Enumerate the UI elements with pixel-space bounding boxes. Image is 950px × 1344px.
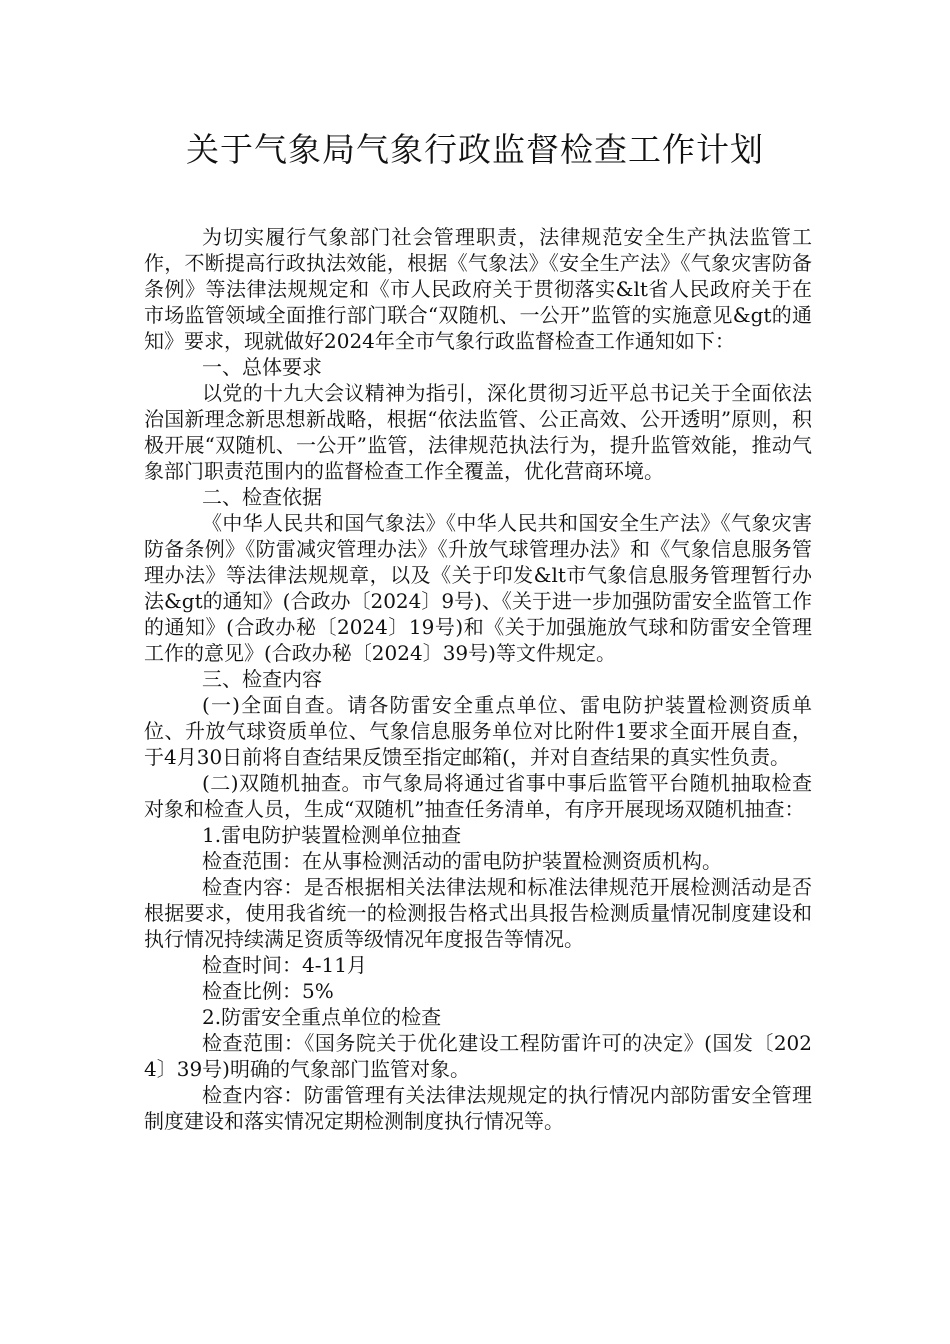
self-inspection-paragraph: (一)全面自查。请各防雷安全重点单位、雷电防护装置检测资质单位、升放气球资质单位、气象信息服务单位对比附件1要求全面开展自查，于4月30日前将自查结果反馈至指定邮箱(，并对自查结果的真实性负责。 — [144, 693, 812, 769]
section-heading-general-requirements: 一、总体要求 — [202, 355, 322, 379]
inspection-content-line: 检查内容：是否根据相关法律法规和标准法律规范开展检测活动是否根据要求，使用我省统一的检测报告格式出具报告检测质量情况制度建设和执行情况持续满足资质等级情况年度报告等情况。 — [144, 875, 812, 951]
random-inspection-paragraph: (二)双随机抽查。市气象局将通过省事中事后监管平台随机抽取检查对象和检查人员，生成“双随机”抽查任务清单，有序开展现场双随机抽查： — [144, 771, 812, 821]
subheading-lightning-testing-units: 1.雷电防护装置检测单位抽查 — [202, 823, 462, 847]
inspection-basis-paragraph: 《中华人民共和国气象法》《中华人民共和国安全生产法》《气象灾害防备条例》《防雷减灾管理办法》《升放气球管理办法》和《气象信息服务管理办法》等法律法规规章，以及《关于印发&lt市气象信息服务管理暂行办法&gt的通知》(合政办〔2024〕9号)、《关于进一步加强防雷安全监管工作的通知》(合政办秘〔2024〕19号)和《关于加强施放气球和防雷安全管理工作的意见》(合政办秘〔2024〕39号)等文件规定。 — [144, 511, 812, 665]
intro-paragraph: 为切实履行气象部门社会管理职责，法律规范安全生产执法监管工作，不断提高行政执法效能，根据《气象法》《安全生产法》《气象灾害防备条例》等法律法规规定和《市人民政府关于贯彻落实&lt省人民政府关于在市场监管领域全面推行部门联合“双随机、一公开”监管的实施意见&gt的通知》要求，现就做好2024年全市气象行政监督检查工作通知如下： — [144, 225, 812, 353]
section-heading-inspection-content: 三、检查内容 — [202, 667, 322, 691]
key-units-content-line: 检查内容：防雷管理有关法律法规规定的执行情况内部防雷安全管理制度建设和落实情况定期检测制度执行情况等。 — [144, 1083, 812, 1133]
document-title: 关于气象局气象行政监督检查工作计划 — [186, 130, 764, 169]
subheading-lightning-key-units: 2.防雷安全重点单位的检查 — [202, 1005, 442, 1029]
section-heading-inspection-basis: 二、检查依据 — [202, 485, 322, 509]
general-requirements-paragraph: 以党的十九大会议精神为指引，深化贯彻习近平总书记关于全面依法治国新理念新思想新战略，根据“依法监管、公正高效、公开透明”原则，积极开展“双随机、一公开”监管，法律规范执法行为，提升监管效能，推动气象部门职责范围内的监督检查工作全覆盖，优化营商环境。 — [144, 381, 812, 483]
document-body — [144, 224, 812, 1134]
inspection-ratio-line: 检查比例：5% — [202, 979, 334, 1003]
key-units-scope-line: 检查范围：《国务院关于优化建设工程防雷许可的决定》(国发〔2024〕39号)明确的气象部门监管对象。 — [144, 1031, 812, 1081]
inspection-time-line: 检查时间：4-11月 — [202, 953, 367, 977]
inspection-scope-line: 检查范围：在从事检测活动的雷电防护装置检测资质机构。 — [202, 849, 722, 873]
